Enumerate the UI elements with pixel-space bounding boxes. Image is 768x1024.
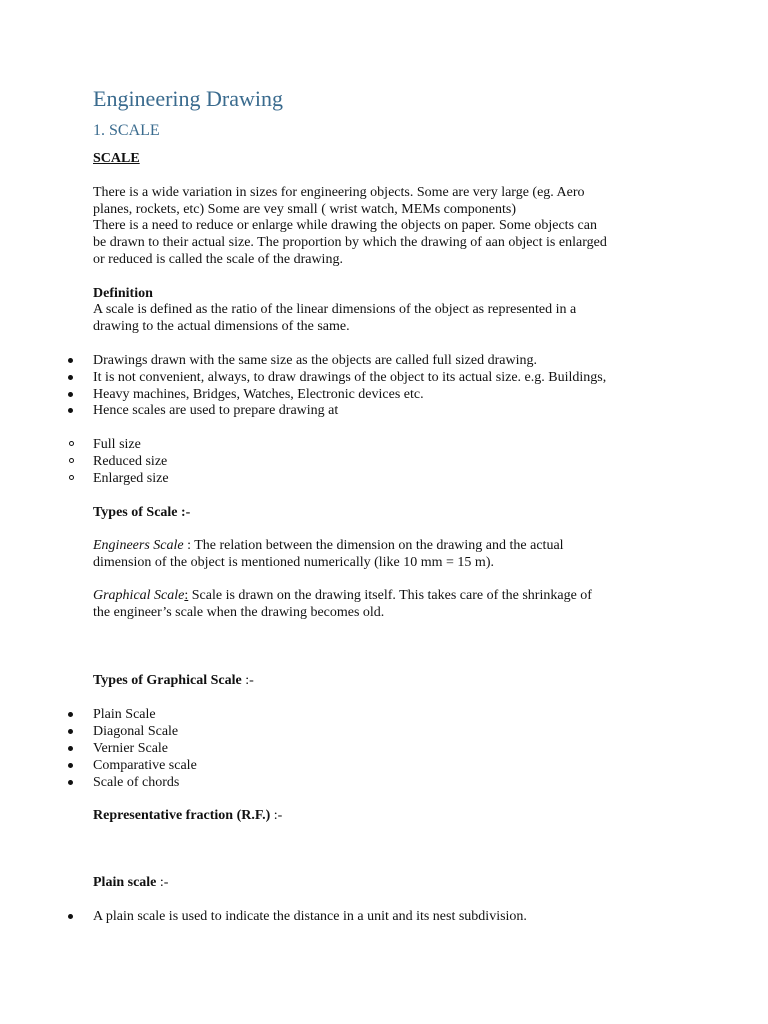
bullet-icon: [68, 763, 73, 768]
intro-line: planes, rockets, etc) Some are vey small ( wrist watch, MEMs components): [93, 202, 517, 217]
bullet-icon: [68, 729, 73, 734]
list-item: Diagonal Scale: [93, 724, 179, 739]
definition-line: A scale is defined as the ratio of the linear dimensions of the object as represented in a: [93, 302, 577, 317]
graphical-scale-text: Scale is drawn on the drawing itself. This takes care of the shrinkage of: [188, 588, 592, 603]
document-title: Engineering Drawing: [93, 86, 283, 111]
section-heading: 1. SCALE: [93, 122, 160, 139]
engineers-scale-text: : The relation between the dimension on the drawing and the actual: [183, 538, 564, 553]
rf-heading: [93, 807, 282, 824]
scale-heading: SCALE: [93, 151, 140, 166]
list-item: Hence scales are used to prepare drawing at: [93, 403, 339, 418]
sub-list-item: Reduced size: [93, 454, 168, 469]
definition-label: Definition: [93, 286, 153, 301]
intro-line: There is a need to reduce or enlarge while drawing the objects on paper. Some objects can: [93, 218, 597, 233]
list-item: Scale of chords: [93, 775, 180, 790]
bullet-icon: [68, 780, 73, 785]
circle-bullet-icon: [69, 475, 74, 480]
list-item: Comparative scale: [93, 758, 197, 773]
rf-suffix: :-: [270, 808, 283, 823]
list-item: Vernier Scale: [93, 741, 169, 756]
graphical-scale-colon: :: [184, 588, 189, 603]
bullet-icon: [68, 712, 73, 717]
engineers-scale-line: [93, 537, 564, 554]
types-of-scale-heading: Types of Scale :-: [93, 505, 191, 520]
list-item: A plain scale is used to indicate the distance in a unit and its nest subdivision.: [93, 909, 527, 924]
plain-scale-suffix: :-: [156, 875, 169, 890]
bullet-icon: [68, 746, 73, 751]
graphical-types-label: Types of Graphical Scale: [93, 673, 242, 688]
intro-line: There is a wide variation in sizes for engineering objects. Some are very large (eg. Aero: [93, 185, 585, 200]
graphical-types-heading: [93, 672, 254, 689]
intro-line: or reduced is called the scale of the drawing.: [93, 252, 343, 267]
list-item: Drawings drawn with the same size as the objects are called full sized drawing.: [93, 353, 537, 368]
graphical-types-suffix: :-: [241, 673, 254, 688]
engineers-scale-text: dimension of the object is mentioned numerically (like 10 mm = 15 m).: [93, 555, 494, 570]
rf-label: Representative fraction (R.F.): [93, 808, 271, 823]
bullet-icon: [68, 392, 73, 397]
definition-line: drawing to the actual dimensions of the same.: [93, 319, 350, 334]
bullet-icon: [68, 408, 73, 413]
graphical-scale-line: [93, 587, 592, 604]
list-item: Plain Scale: [93, 707, 156, 722]
graphical-scale-label: Graphical Scale: [93, 588, 185, 603]
circle-bullet-icon: [69, 441, 74, 446]
intro-line: be drawn to their actual size. The proportion by which the drawing of aan object is enlarged: [93, 235, 607, 250]
engineers-scale-label: Engineers Scale: [93, 538, 184, 553]
circle-bullet-icon: [69, 458, 74, 463]
sub-list-item: Full size: [93, 437, 141, 452]
list-item: It is not convenient, always, to draw drawings of the object to its actual size. e.g. Buildings,: [93, 370, 607, 385]
bullet-icon: [68, 358, 73, 363]
bullet-icon: [68, 375, 73, 380]
plain-scale-label: Plain scale: [93, 875, 157, 890]
graphical-scale-text: the engineer’s scale when the drawing becomes old.: [93, 605, 385, 620]
bullet-icon: [68, 914, 73, 919]
list-item: Heavy machines, Bridges, Watches, Electronic devices etc.: [93, 387, 424, 402]
plain-scale-heading: [93, 874, 168, 891]
sub-list-item: Enlarged size: [93, 471, 169, 486]
